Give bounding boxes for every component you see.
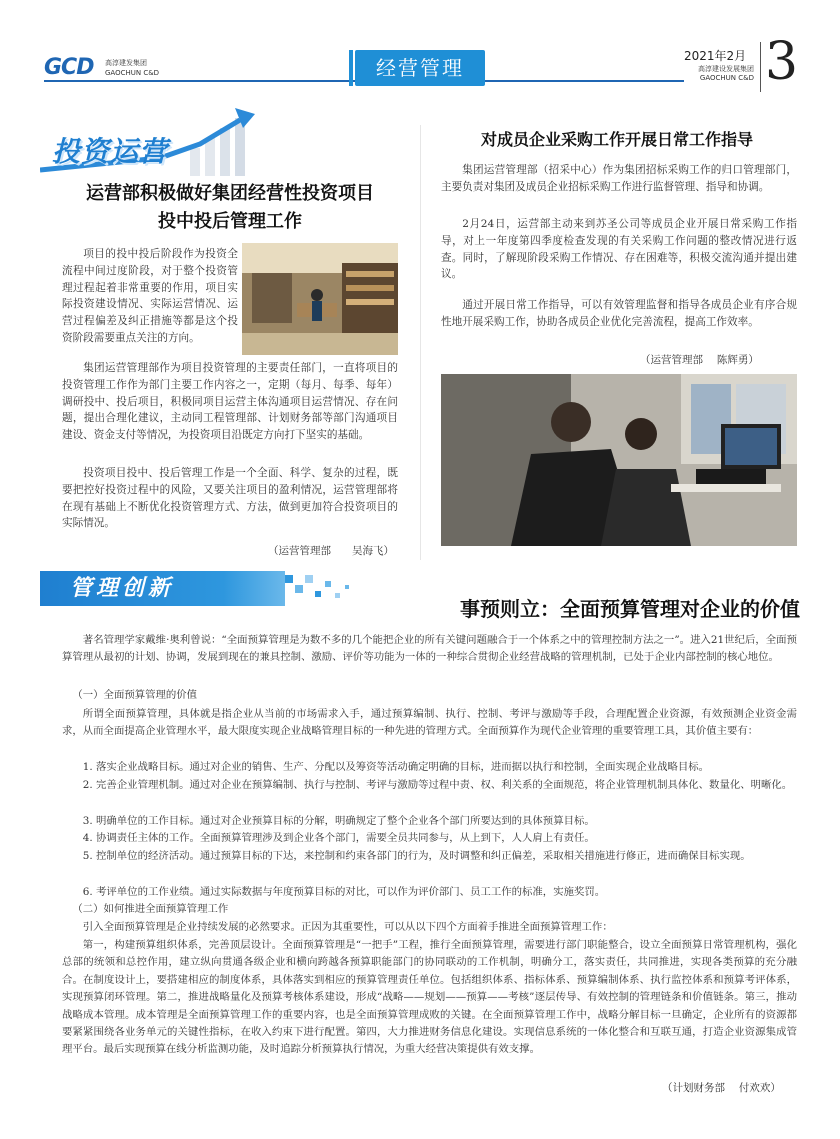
invest-banner-text: 投资运营 [52,135,169,168]
library-photo [242,243,398,355]
mgmt-banner [40,571,285,606]
mgmt-banner-text: 管理创新 [70,576,175,601]
invest-banner [40,108,275,178]
mgmt-article-title: 事预则立：全面预算管理对企业的价值 [460,597,800,621]
mgmt-paragraph-2: 引入全面预算管理是企业持续发展的必然要求。正因为其重要性，可以从以下四个方面着手推进全面预算管理工作： [82,921,613,933]
left-title-line2: 投中投后管理工作 [158,211,302,232]
right-article-title: 对成员企业采购工作开展日常工作指导 [480,130,753,149]
mgmt-item-2: 2. 完善企业管理机制。通过对企业在预算编制、执行与控制、考评与激励等过程中责、权、利关系的全面规范，将企业管理机制具体化、数量化、明晰化。 [82,779,793,791]
header-org-cn: 高淳建设发展集团 [698,65,754,73]
right-signature: （运营管理部 陈辉勇） [640,354,759,366]
header-org-en: GAOCHUN C&D [699,74,754,82]
mgmt-item-6: 6. 考评单位的工作业绩。通过实际数据与年度预算目标的对比，可以作为评价部门、员工工作的标准，实施奖罚。 [82,886,606,898]
left-paragraph-2: 集团运营管理部作为项目投资管理的主要责任部门，一直将项目的投资管理工作作为部门主要工作内容之一，定期（每月、每季、每年）调研投中、投后项目，积极同项目运营主体沟通项目运营情况、存在问题，提出合理化建议，主动同工程管理部、计划财务部等部门沟通项目建设、资金支付等情况，为投资项目沿既定方向打下坚实的基础。 [62,362,398,442]
page-header [0,0,840,92]
mgmt-item-4: 4. 协调责任主体的工作。全面预算管理涉及到企业各个部门，需要全员共同参与，从上到下，人人肩上有责任。 [82,832,595,844]
mgmt-item-1: 1. 落实企业战略目标。通过对企业的销售、生产、分配以及筹资等活动确定明确的目标，进而据以执行和控制，全面实现企业战略目标。 [82,761,710,773]
issue-date: 2021年2月 [684,49,747,63]
header-divider [760,42,761,92]
left-paragraph-3: 投资项目投中、投后管理工作是一个全面、科学、复杂的过程，既要把控好投资过程中的风险，又要关注项目的盈利情况，运营管理部将在现有基础上不断优化投资管理方式、方法，做到更加符合投资项目的实际情况。 [62,467,398,530]
mgmt-heading-1: （一）全面预算管理的价值 [72,689,198,701]
mgmt-item-3: 3. 明确单位的工作目标。通过对企业预算目标的分解，明确规定了整个企业各个部门所要达到的具体预算目标。 [82,815,595,827]
section-tab: 经营管理 [355,50,485,86]
left-signature: （运营管理部 吴海飞） [268,545,394,557]
logo-en: GAOCHUN C&D [105,69,160,77]
left-article-title [40,180,420,236]
bookshelf-scene-icon [242,243,398,355]
office-photo [441,374,797,546]
mgmt-paragraph-3: 第一，构建预算组织体系，完善顶层设计。全面预算管理是“一把手”工程，推行全面预算管理，需要进行部门职能整合，设立全面预算日常管理机构，强化总部的统领和总控作用，建立纵向贯通各级企业和横向跨越各预算职能部门的协同联动的工作机制，明确分工，落实责任，共同推进，实现各类预算的充分融合。在制度设计上，要搭建相应的制度体系，具体落实到相应的预算管理责任单位。包括组织体系、指标体系、预算编制体系、执行监控体系和预算考评体系，实现预算闭环管理。第二，推进战略量化及预算考核体系建设，形成“战略——规划——预算——考核”逐层传导、有效控制的管理链条和价值链条。第三，推动战略成本管理。成本管理是全面预算管理工作的重要内容，也是全面预算管理成败的关键。在全面预算管理工作中，战略分解目标一旦确定，企业所有的资源都要紧紧围绕各业务单元的关键性指标，在收入约束下进行配置。第四，大力推进财务信息化建设。实现信息系统的一体化整合和互联互通，打造企业资源集成管理平台。最后实现预算在线分析监测功能，及时追踪分析预算执行情况，为重大经营决策提供有效支撑。 [62,939,797,1056]
logo-cn: 高淳建发集团 [105,59,147,67]
mgmt-intro: 著名管理学家戴维·奥利曾说：“全面预算管理是为数不多的几个能把企业的所有关键问题融合于一个体系之中的管理控制方法之一”。进入21世纪后，全面预算管理从最初的计划、协调，发展到现在的兼具控制、激励、评价等功能为一体的一种综合贯彻企业经营战略的管理机制，已处于企业内部控制的核心地位。 [62,634,797,664]
mgmt-heading-2: （二）如何推进全面预算管理工作 [72,903,229,915]
office-scene-icon [441,374,797,546]
right-paragraph-1: 集团运营管理部（招采中心）作为集团招标采购工作的归口管理部门，主要负责对集团及成员企业招标采购工作进行监督管理、指导和协调。 [441,164,797,193]
pixel-decoration-icon [285,571,355,606]
company-logo: GCD [44,55,94,80]
mgmt-paragraph-1: 所谓全面预算管理，具体就是指企业从当前的市场需求入手，通过预算编制、执行、控制、考评与激励等手段，合理配置企业资源，有效预测企业资金需求，从而全面提高企业管理水平，最大限度实现企业战略管理目标的一种先进的管理方式。全面预算作为现代企业管理的重要管理工具，其价值主要有： [62,708,797,738]
left-paragraph-1: 项目的投中投后阶段作为投资全流程中间过度阶段，对于整个投资管理过程起着非常重要的作用，项目实际投资建设情况、实际运营情况、运营过程偏差及纠正措施等都是这个投资阶段需要重点关注的方向。 [62,248,238,344]
mgmt-signature: （计划财务部 付欢欢） [662,1082,781,1094]
left-title-line1: 运营部积极做好集团经营性投资项目 [86,183,374,204]
right-paragraph-3: 通过开展日常工作指导，可以有效管理监督和指导各成员企业有序合规性地开展采购工作，协助各成员企业优化完善流程，提高工作效率。 [441,299,797,328]
mgmt-item-5: 5. 控制单位的经济活动。通过预算目标的下达，来控制和约束各部门的行为，及时调整和纠正偏差，采取相关措施进行修正，进而确保目标实现。 [82,850,751,862]
logo-caption [105,58,159,78]
page-number: 3 [765,32,799,92]
column-divider [420,125,421,560]
header-org [682,65,754,83]
right-paragraph-2: 2月24日，运营部主动来到苏圣公司等成员企业开展日常采购工作指导，对上一年度第四季度检查发现的有关采购工作问题的整改情况进行返查。同时，了解现阶段采购工作情况、存在困难等，积极交流沟通并提出建议。 [441,218,797,281]
